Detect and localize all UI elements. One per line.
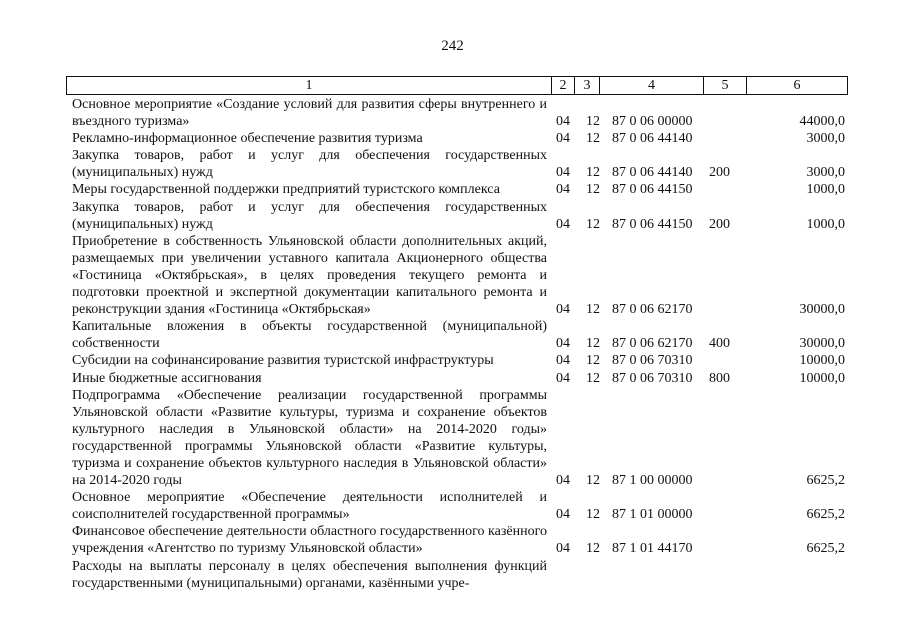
row-subsection: 12 <box>586 541 600 557</box>
row-expense-type: 400 <box>709 336 730 352</box>
row-subsection: 12 <box>586 336 600 352</box>
row-subsection: 12 <box>586 182 600 198</box>
row-name: Подпрограмма «Обеспечение реализации государственной программы Ульяновской области «Развитие культуры, туризма и сохранение объектов культурного наследия в Ульяновской области» на 2014-2020 годы» государственной программы Ульяновской области «Развитие культуры, туризма и сохранение объектов культурного наследия в Ульяновской области» на 2014-2020 годы <box>72 387 547 489</box>
row-expense-type: 800 <box>709 370 730 386</box>
header-col-1: 1 <box>305 78 313 93</box>
row-subsection: 12 <box>586 216 600 232</box>
table-row <box>0 199 905 233</box>
row-subsection: 12 <box>586 114 600 130</box>
row-name: Закупка товаров, работ и услуг для обеспечения государственных (муниципальных) нужд <box>72 199 547 232</box>
row-amount: 44000,0 <box>799 114 845 130</box>
row-section: 04 <box>556 370 570 386</box>
row-target-code: 87 0 06 62170 <box>612 336 693 352</box>
row-name: Закупка товаров, работ и услуг для обеспечения государственных (муниципальных) нужд <box>72 148 547 181</box>
table-row <box>0 352 905 369</box>
row-amount: 10000,0 <box>799 353 845 369</box>
row-section: 04 <box>556 182 570 198</box>
header-col-5: 5 <box>721 78 729 93</box>
row-amount: 1000,0 <box>806 216 845 232</box>
row-section: 04 <box>556 541 570 557</box>
header-col-3: 3 <box>583 78 591 93</box>
row-amount: 3000,0 <box>806 131 845 147</box>
row-section: 04 <box>556 302 570 318</box>
table-row <box>0 387 905 490</box>
row-amount: 6625,2 <box>806 507 845 523</box>
table-header <box>66 76 848 95</box>
row-section: 04 <box>556 507 570 523</box>
row-name: Приобретение в собственность Ульяновской области дополнительных акций, размещаемых при увеличении уставного капитала Акционерного общества «Гостиница «Октябрьская», в целях проведения текущего ремонта и подготовки проектной и экспертной документации капитального ремонта и реконструкции здания «Гостиница «Октябрьская» <box>72 233 547 318</box>
table-row <box>0 318 905 352</box>
row-section: 04 <box>556 336 570 352</box>
row-target-code: 87 0 06 44150 <box>612 216 693 232</box>
row-target-code: 87 1 01 00000 <box>612 507 693 523</box>
table-body <box>0 96 905 592</box>
table-row <box>0 96 905 130</box>
row-expense-type: 200 <box>709 165 730 181</box>
row-section: 04 <box>556 114 570 130</box>
header-col-4: 4 <box>648 78 655 93</box>
row-subsection: 12 <box>586 131 600 147</box>
row-name: Рекламно-информационное обеспечение развития туризма <box>72 131 423 147</box>
row-amount: 3000,0 <box>806 165 845 181</box>
row-amount: 1000,0 <box>806 182 845 198</box>
row-target-code: 87 0 06 44140 <box>612 165 693 181</box>
row-target-code: 87 1 00 00000 <box>612 473 693 489</box>
page-number: 242 <box>441 38 464 54</box>
row-section: 04 <box>556 473 570 489</box>
row-target-code: 87 1 01 44170 <box>612 541 693 557</box>
row-target-code: 87 0 06 70310 <box>612 353 693 369</box>
row-section: 04 <box>556 131 570 147</box>
row-section: 04 <box>556 165 570 181</box>
row-subsection: 12 <box>586 370 600 386</box>
header-col-6: 6 <box>793 78 801 93</box>
row-subsection: 12 <box>586 507 600 523</box>
row-target-code: 87 0 06 00000 <box>612 114 693 130</box>
row-amount: 6625,2 <box>806 541 845 557</box>
row-name: Меры государственной поддержки предприятий туристского комплекса <box>72 182 500 198</box>
header-col-2: 2 <box>559 78 567 93</box>
row-subsection: 12 <box>586 302 600 318</box>
row-target-code: 87 0 06 62170 <box>612 302 693 318</box>
row-subsection: 12 <box>586 353 600 369</box>
table-row <box>0 489 905 523</box>
row-name: Субсидии на софинансирование развития туристской инфраструктуры <box>72 353 494 369</box>
row-amount: 6625,2 <box>806 473 845 489</box>
table-row <box>0 130 905 147</box>
table-row <box>0 558 905 592</box>
row-section: 04 <box>556 353 570 369</box>
row-expense-type: 200 <box>709 216 730 232</box>
row-name: Финансовое обеспечение деятельности областного государственного казённого учреждения «Агентство по туризму Ульяновской области» <box>72 524 547 557</box>
table-row <box>0 147 905 181</box>
row-subsection: 12 <box>586 473 600 489</box>
row-target-code: 87 0 06 44150 <box>612 182 693 198</box>
table-row <box>0 523 905 557</box>
row-amount: 30000,0 <box>799 302 845 318</box>
table-row <box>0 370 905 387</box>
row-target-code: 87 0 06 70310 <box>612 370 693 386</box>
row-subsection: 12 <box>586 165 600 181</box>
row-name: Основное мероприятие «Обеспечение деятельности исполнителей и соисполнителей государственной программы» <box>72 490 547 523</box>
row-target-code: 87 0 06 44140 <box>612 131 693 147</box>
row-name: Расходы на выплаты персоналу в целях обеспечения выполнения функций государственными (муниципальными) органами, казёнными учре- <box>72 558 547 591</box>
row-amount: 30000,0 <box>799 336 845 352</box>
table-row <box>0 181 905 198</box>
row-name: Основное мероприятие «Создание условий для развития сферы внутреннего и въездного туризма» <box>72 97 547 130</box>
row-name: Иные бюджетные ассигнования <box>72 370 262 386</box>
table-row <box>0 233 905 318</box>
row-amount: 10000,0 <box>799 370 845 386</box>
row-section: 04 <box>556 216 570 232</box>
row-name: Капитальные вложения в объекты государственной (муниципальной) собственности <box>72 319 547 352</box>
